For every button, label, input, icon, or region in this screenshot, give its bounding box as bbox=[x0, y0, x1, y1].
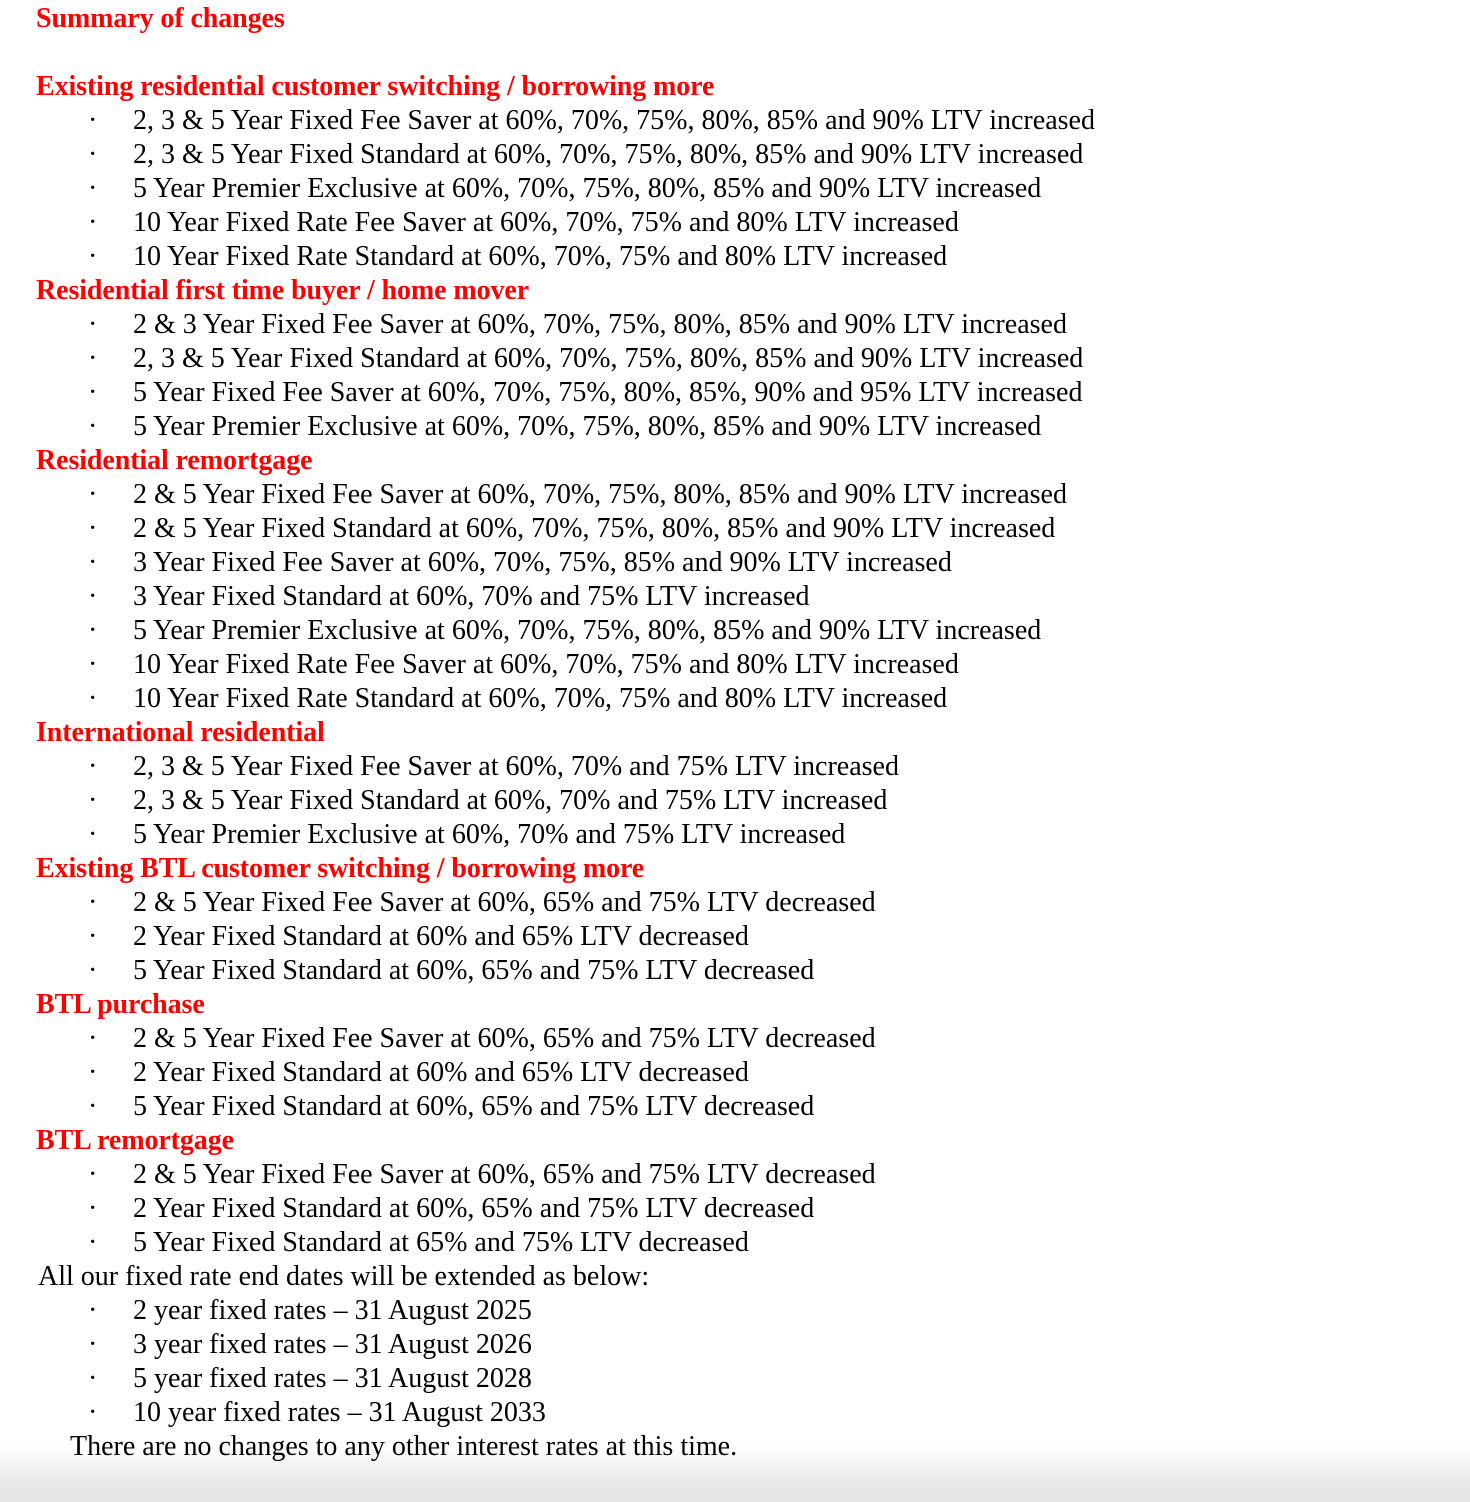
bullet-item-label: 5 Year Premier Exclusive at 60%, 70%, 75%, 80%, 85% and 90% LTV increased bbox=[133, 615, 1042, 646]
bullet-item-label: 5 Year Premier Exclusive at 60%, 70%, 75%, 80%, 85% and 90% LTV increased bbox=[133, 411, 1042, 442]
bullet-point-icon: · bbox=[88, 309, 98, 340]
bullet-point-icon: · bbox=[88, 479, 98, 510]
bullet-point-icon: · bbox=[88, 411, 98, 442]
bullet-point-icon: · bbox=[88, 1057, 98, 1088]
bullet-item bbox=[0, 920, 1470, 954]
bullet-point-icon: · bbox=[88, 343, 98, 374]
bullet-point-icon: · bbox=[88, 173, 98, 204]
bullet-item bbox=[0, 308, 1470, 342]
bullet-item-label: 10 Year Fixed Rate Standard at 60%, 70%, 75% and 80% LTV increased bbox=[133, 683, 948, 714]
bullet-item-label: 5 Year Fixed Fee Saver at 60%, 70%, 75%, 80%, 85%, 90% and 95% LTV increased bbox=[133, 377, 1083, 408]
bullet-item bbox=[0, 886, 1470, 920]
bullet-point-icon: · bbox=[88, 1023, 98, 1054]
bullet-item-label: 2, 3 & 5 Year Fixed Fee Saver at 60%, 70%, 75%, 80%, 85% and 90% LTV increased bbox=[133, 105, 1095, 136]
bullet-item bbox=[0, 546, 1470, 580]
bullet-item bbox=[0, 1396, 1470, 1430]
bullet-item-label: 2 & 5 Year Fixed Standard at 60%, 70%, 75%, 80%, 85% and 90% LTV increased bbox=[133, 513, 1056, 544]
bullet-item bbox=[0, 1192, 1470, 1226]
bullet-item-label: 2 & 5 Year Fixed Fee Saver at 60%, 65% and 75% LTV decreased bbox=[133, 1023, 876, 1054]
bullet-item bbox=[0, 750, 1470, 784]
bullet-item bbox=[0, 478, 1470, 512]
bullet-item bbox=[0, 784, 1470, 818]
closing-note: There are no changes to any other interest rates at this time. bbox=[70, 1431, 738, 1462]
bullet-item bbox=[0, 1158, 1470, 1192]
bullet-item-label: 2, 3 & 5 Year Fixed Standard at 60%, 70%, 75%, 80%, 85% and 90% LTV increased bbox=[133, 343, 1084, 374]
bullet-item-label: 2 & 3 Year Fixed Fee Saver at 60%, 70%, 75%, 80%, 85% and 90% LTV increased bbox=[133, 309, 1067, 340]
bullet-item-label: 5 Year Fixed Standard at 60%, 65% and 75% LTV decreased bbox=[133, 955, 815, 986]
bullet-item-label: 3 Year Fixed Fee Saver at 60%, 70%, 75%, 85% and 90% LTV increased bbox=[133, 547, 952, 578]
section-heading-residential-ftb-home-mover: Residential first time buyer / home mover bbox=[36, 275, 530, 306]
bullet-item-label: 10 year fixed rates – 31 August 2033 bbox=[133, 1397, 546, 1428]
bullet-point-icon: · bbox=[88, 1193, 98, 1224]
bullet-point-icon: · bbox=[88, 105, 98, 136]
bullet-item bbox=[0, 172, 1470, 206]
bullet-item-label: 5 year fixed rates – 31 August 2028 bbox=[133, 1363, 532, 1394]
section-heading-existing-btl-switching: Existing BTL customer switching / borrowing more bbox=[36, 853, 645, 884]
bullet-point-icon: · bbox=[88, 139, 98, 170]
bullet-item-label: 2, 3 & 5 Year Fixed Standard at 60%, 70%, 75%, 80%, 85% and 90% LTV increased bbox=[133, 139, 1084, 170]
bullet-item bbox=[0, 1294, 1470, 1328]
bullet-item-label: 2 year fixed rates – 31 August 2025 bbox=[133, 1295, 532, 1326]
bullet-item bbox=[0, 614, 1470, 648]
bullet-item bbox=[0, 818, 1470, 852]
bullet-point-icon: · bbox=[88, 241, 98, 272]
bullet-point-icon: · bbox=[88, 1397, 98, 1428]
section-heading-existing-residential-switching: Existing residential customer switching / borrowing more bbox=[36, 71, 715, 102]
bullet-point-icon: · bbox=[88, 683, 98, 714]
bullet-point-icon: · bbox=[88, 581, 98, 612]
bullet-item bbox=[0, 342, 1470, 376]
bullet-item-label: 2, 3 & 5 Year Fixed Standard at 60%, 70% and 75% LTV increased bbox=[133, 785, 888, 816]
bullet-item-label: 2 & 5 Year Fixed Fee Saver at 60%, 65% and 75% LTV decreased bbox=[133, 887, 876, 918]
bullet-point-icon: · bbox=[88, 649, 98, 680]
bullet-point-icon: · bbox=[88, 887, 98, 918]
bullet-item bbox=[0, 682, 1470, 716]
bullet-item-label: 5 Year Premier Exclusive at 60%, 70% and 75% LTV increased bbox=[133, 819, 846, 850]
bullet-item-label: 2 & 5 Year Fixed Fee Saver at 60%, 65% and 75% LTV decreased bbox=[133, 1159, 876, 1190]
bullet-point-icon: · bbox=[88, 819, 98, 850]
bullet-item bbox=[0, 240, 1470, 274]
bullet-point-icon: · bbox=[88, 1295, 98, 1326]
bullet-item-label: 2 Year Fixed Standard at 60%, 65% and 75% LTV decreased bbox=[133, 1193, 815, 1224]
bullet-item-label: 2 & 5 Year Fixed Fee Saver at 60%, 70%, 75%, 80%, 85% and 90% LTV increased bbox=[133, 479, 1067, 510]
fixed-rate-end-dates-intro: All our fixed rate end dates will be extended as below: bbox=[38, 1261, 650, 1292]
bullet-point-icon: · bbox=[88, 615, 98, 646]
bullet-item-label: 5 Year Fixed Standard at 60%, 65% and 75% LTV decreased bbox=[133, 1091, 815, 1122]
bullet-item-label: 2 Year Fixed Standard at 60% and 65% LTV decreased bbox=[133, 921, 749, 952]
bullet-item-label: 2 Year Fixed Standard at 60% and 65% LTV decreased bbox=[133, 1057, 749, 1088]
bullet-item-label: 3 Year Fixed Standard at 60%, 70% and 75% LTV increased bbox=[133, 581, 810, 612]
bullet-point-icon: · bbox=[88, 1227, 98, 1258]
section-heading-international-residential: International residential bbox=[36, 717, 325, 748]
bullet-item bbox=[0, 1056, 1470, 1090]
bullet-item bbox=[0, 648, 1470, 682]
bullet-point-icon: · bbox=[88, 1091, 98, 1122]
bullet-item bbox=[0, 954, 1470, 988]
bullet-item bbox=[0, 1328, 1470, 1362]
bullet-item-label: 3 year fixed rates – 31 August 2026 bbox=[133, 1329, 532, 1360]
blank-line bbox=[0, 36, 1470, 70]
bullet-point-icon: · bbox=[88, 513, 98, 544]
bullet-item bbox=[0, 104, 1470, 138]
bullet-item bbox=[0, 580, 1470, 614]
bullet-item bbox=[0, 1226, 1470, 1260]
bullet-point-icon: · bbox=[88, 955, 98, 986]
bullet-point-icon: · bbox=[88, 377, 98, 408]
page-title: Summary of changes bbox=[36, 3, 285, 34]
section-heading-btl-remortgage: BTL remortgage bbox=[36, 1125, 234, 1156]
bullet-item-label: 5 Year Premier Exclusive at 60%, 70%, 75%, 80%, 85% and 90% LTV increased bbox=[133, 173, 1042, 204]
bullet-item bbox=[0, 1362, 1470, 1396]
bullet-item bbox=[0, 206, 1470, 240]
bullet-item bbox=[0, 376, 1470, 410]
bullet-item bbox=[0, 410, 1470, 444]
bullet-item bbox=[0, 1022, 1470, 1056]
bullet-item bbox=[0, 1090, 1470, 1124]
bullet-item-label: 2, 3 & 5 Year Fixed Fee Saver at 60%, 70% and 75% LTV increased bbox=[133, 751, 899, 782]
bullet-point-icon: · bbox=[88, 751, 98, 782]
bullet-point-icon: · bbox=[88, 1363, 98, 1394]
bullet-item-label: 10 Year Fixed Rate Standard at 60%, 70%, 75% and 80% LTV increased bbox=[133, 241, 948, 272]
bullet-point-icon: · bbox=[88, 547, 98, 578]
bullet-item-label: 10 Year Fixed Rate Fee Saver at 60%, 70%, 75% and 80% LTV increased bbox=[133, 207, 959, 238]
section-heading-residential-remortgage: Residential remortgage bbox=[36, 445, 313, 476]
bullet-item bbox=[0, 512, 1470, 546]
bullet-point-icon: · bbox=[88, 1329, 98, 1360]
bullet-point-icon: · bbox=[88, 785, 98, 816]
bullet-item bbox=[0, 138, 1470, 172]
bullet-item-label: 5 Year Fixed Standard at 65% and 75% LTV decreased bbox=[133, 1227, 749, 1258]
bullet-point-icon: · bbox=[88, 1159, 98, 1190]
bullet-point-icon: · bbox=[88, 207, 98, 238]
bullet-item-label: 10 Year Fixed Rate Fee Saver at 60%, 70%, 75% and 80% LTV increased bbox=[133, 649, 959, 680]
section-heading-btl-purchase: BTL purchase bbox=[36, 989, 205, 1020]
bullet-point-icon: · bbox=[88, 921, 98, 952]
